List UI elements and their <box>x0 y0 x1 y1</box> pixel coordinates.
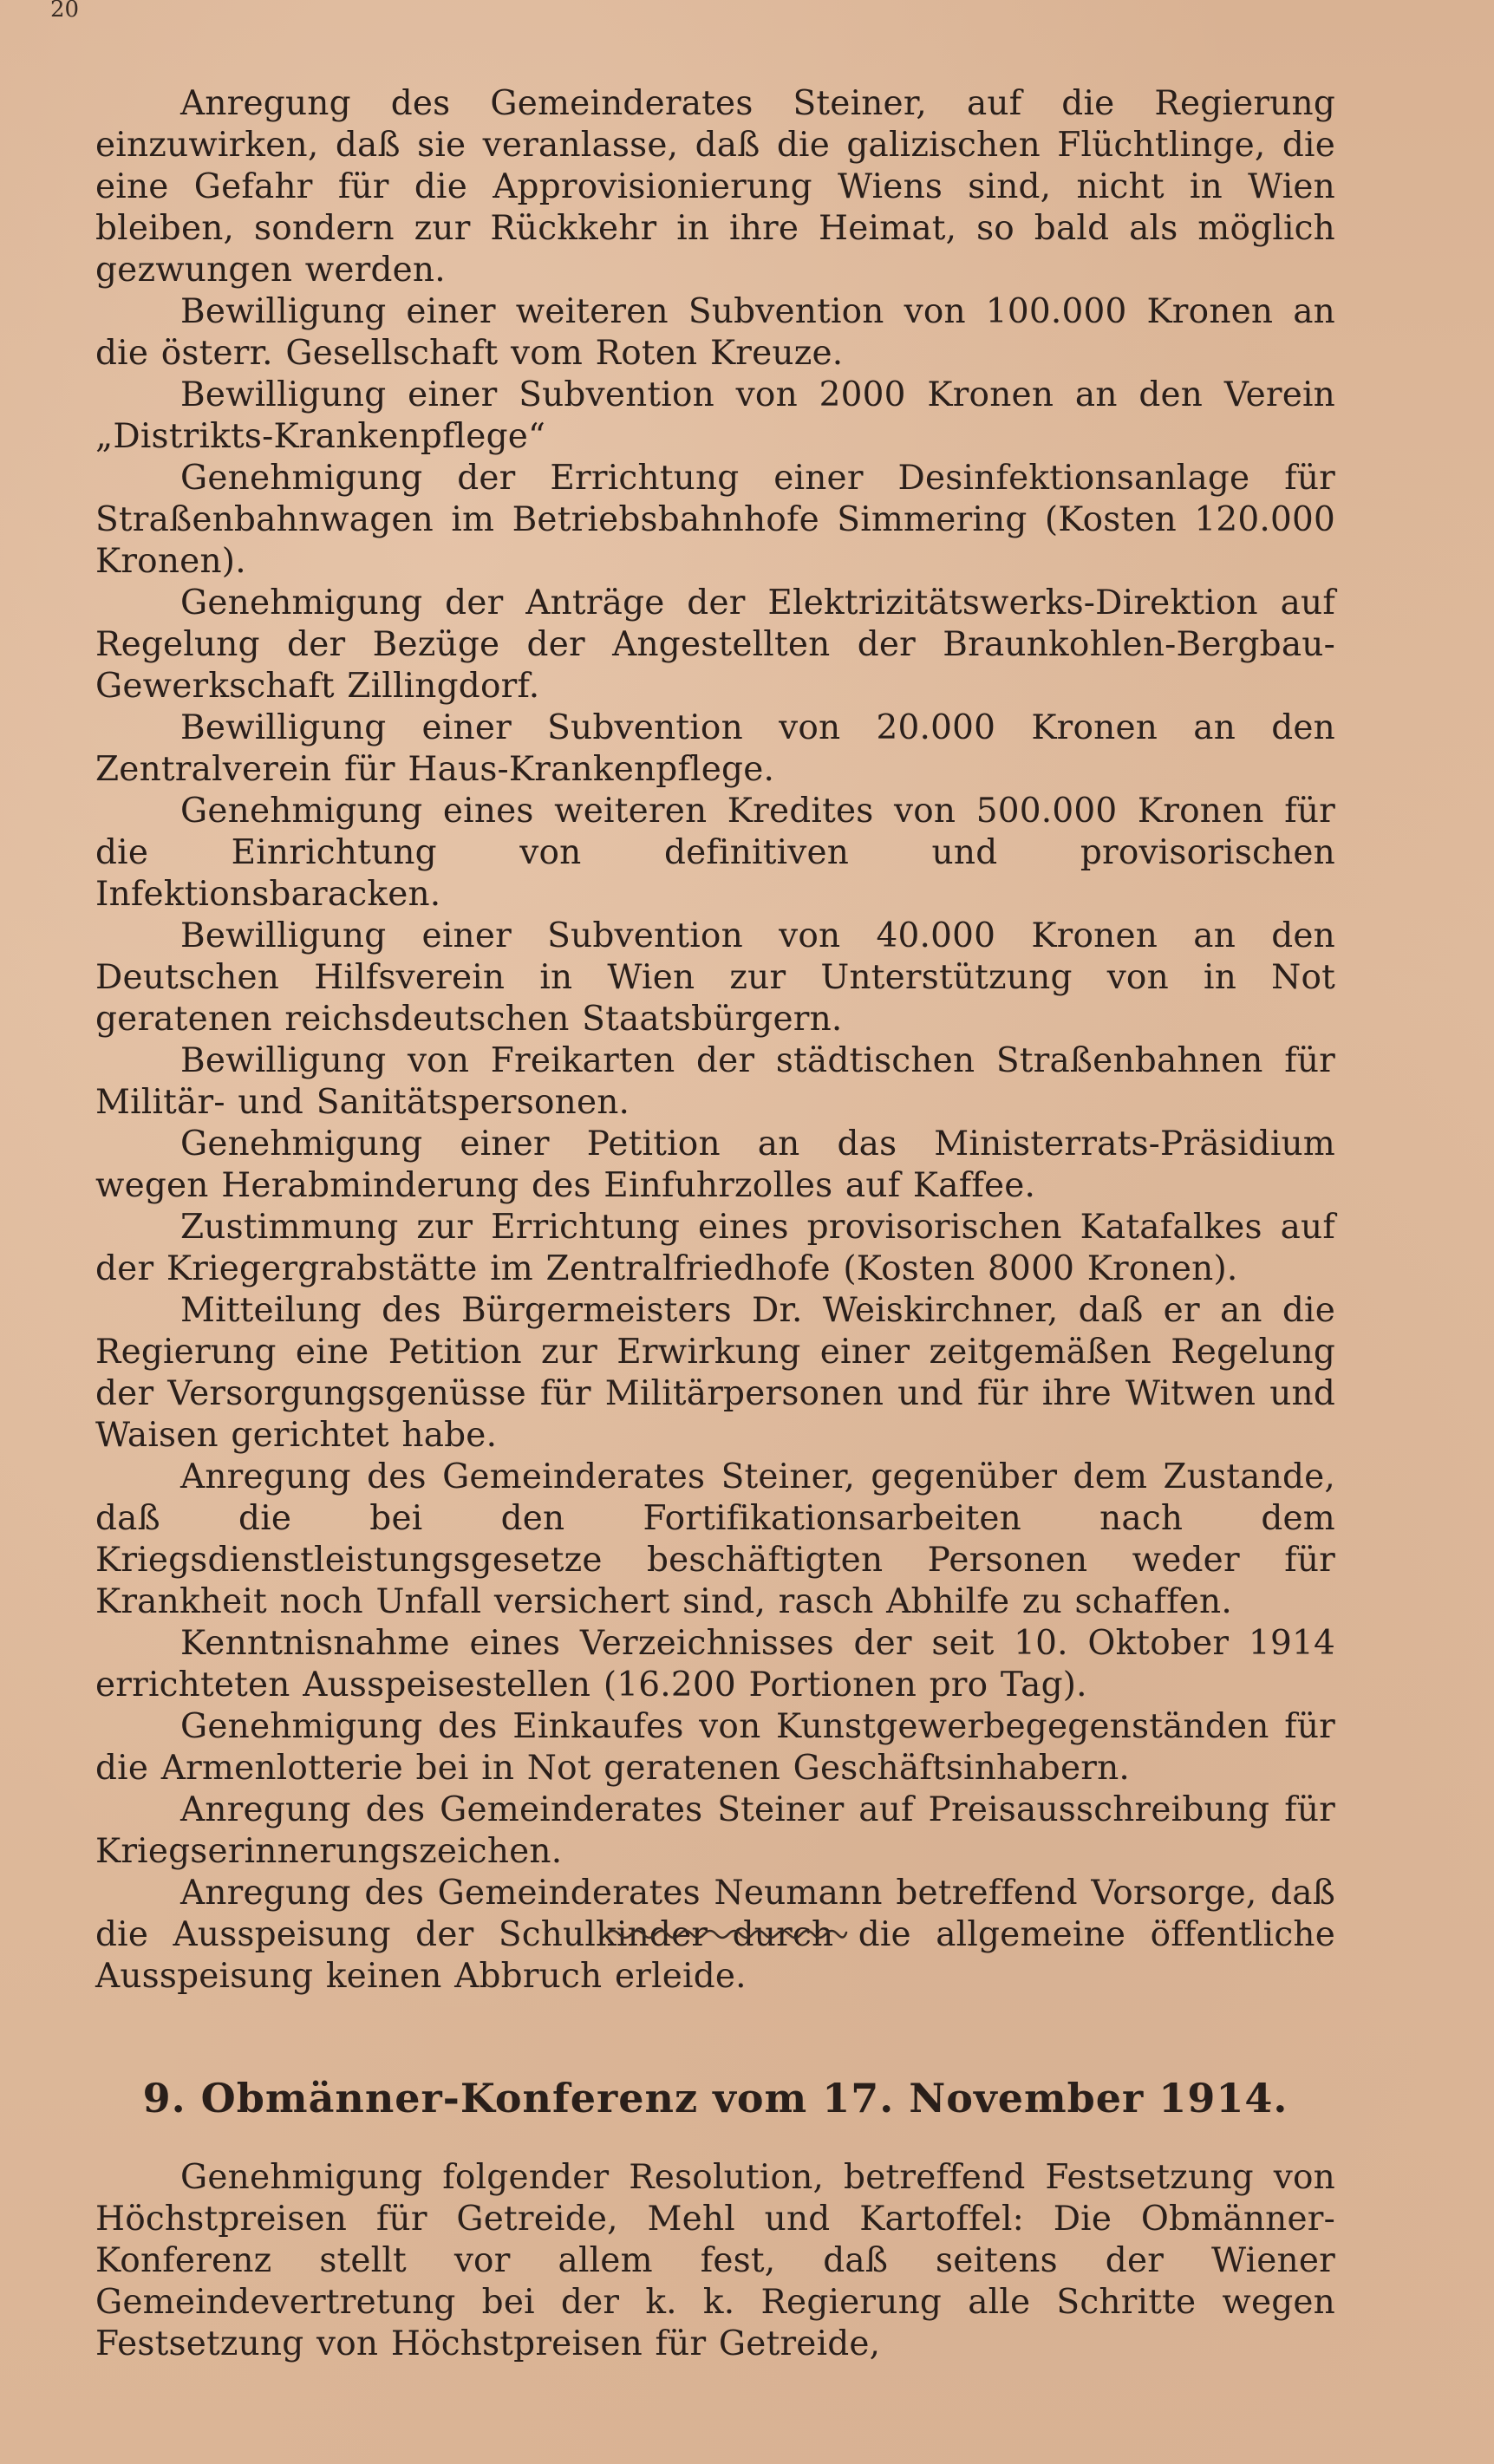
entry-paragraph: Genehmigung folgender Resolution, betreffend Festsetzung von Höchstpreisen für Getreide, Mehl und Kartoffel: Die Obmänner-Konferenz stellt vor allem fest, daß seitens der Wiener Gemeindevertretung bei der k. k. Regierung alle Schritte wegen Festsetzung von Höchstpreisen für Getreide, <box>95 2158 1335 2363</box>
section-divider-ornament <box>605 1920 848 1945</box>
entry-paragraph: Genehmigung des Einkaufes von Kunstgewerbegegenständen für die Armenlotterie bei in Not geratenen Geschäftsinhabern. <box>95 1707 1335 1788</box>
entry-paragraph: Genehmigung der Errichtung einer Desinfektionsanlage für Straßenbahnwagen im Betriebsbahnhofe Simmering (Kosten 120.000 Kronen). <box>95 459 1335 581</box>
lower-entries <box>95 2157 1335 2365</box>
page-number: 20 <box>50 0 80 23</box>
entry-paragraph: Anregung des Gemeinderates Steiner, auf die Regierung einzuwirken, daß sie veranlasse, daß die galizischen Flüchtlinge, die eine Gefahr für die Approvisionierung Wiens sind, nicht in Wien bleiben, sondern zur Rückkehr in ihre Heimat, so bald als möglich gezwungen werden. <box>95 84 1335 290</box>
upper-entries <box>95 83 1335 1998</box>
entry-paragraph: Bewilligung einer Subvention von 40.000 Kronen an den Deutschen Hilfsverein in Wien zur Unterstützung von in Not geratenen reichsdeutschen Staatsbürgern. <box>95 916 1335 1039</box>
entry-paragraph: Bewilligung einer weiteren Subvention von 100.000 Kronen an die österr. Gesellschaft vom Roten Kreuze. <box>95 292 1335 373</box>
entry-paragraph: Bewilligung von Freikarten der städtischen Straßenbahnen für Militär- und Sanitätspersonen. <box>95 1041 1335 1122</box>
section-heading: 9. Obmänner-Konferenz vom 17. November 1914. <box>142 2075 1288 2122</box>
wavy-rule-icon <box>605 1920 848 1945</box>
entry-paragraph: Anregung des Gemeinderates Steiner auf Preisausschreibung für Kriegserinnerungszeichen. <box>95 1790 1335 1871</box>
entry-paragraph: Bewilligung einer Subvention von 2000 Kronen an den Verein „Distrikts-Krankenpflege“ <box>95 375 1335 456</box>
entry-paragraph: Mitteilung des Bürgermeisters Dr. Weiskirchner, daß er an die Regierung eine Petition zur Erwirkung einer zeitgemäßen Regelung der Versorgungsgenüsse für Militärpersonen und für ihre Witwen und Waisen gerichtet habe. <box>95 1291 1335 1455</box>
entry-paragraph: Anregung des Gemeinderates Steiner, gegenüber dem Zustande, daß die bei den Fortifikationsarbeiten nach dem Kriegsdienstleistungsgesetze beschäftigten Personen weder für Krankheit noch Unfall versichert sind, rasch Abhilfe zu schaffen. <box>95 1457 1335 1621</box>
entry-paragraph: Genehmigung der Anträge der Elektrizitätswerks-Direktion auf Regelung der Bezüge der Angestellten der Braunkohlen-Bergbau-Gewerkschaft Zillingdorf. <box>95 583 1335 706</box>
entry-paragraph: Zustimmung zur Errichtung eines provisorischen Katafalkes auf der Kriegergrabstätte im Zentralfriedhofe (Kosten 8000 Kronen). <box>95 1208 1335 1288</box>
entry-paragraph: Anregung des Gemeinderates Neumann betreffend Vorsorge, daß die Ausspeisung der Schulkinder durch die allgemeine öffentliche Ausspeisung keinen Abbruch erleide. <box>95 1874 1335 1996</box>
entry-paragraph: Kenntnisnahme eines Verzeichnisses der seit 10. Oktober 1914 errichteten Ausspeisestellen (16.200 Portionen pro Tag). <box>95 1624 1335 1705</box>
entry-paragraph: Genehmigung eines weiteren Kredites von 500.000 Kronen für die Einrichtung von definitiven und provisorischen Infektionsbaracken. <box>95 792 1335 914</box>
entry-paragraph: Genehmigung einer Petition an das Ministerrats-Präsidium wegen Herabminderung des Einfuhrzolles auf Kaffee. <box>95 1124 1335 1205</box>
entry-paragraph: Bewilligung einer Subvention von 20.000 Kronen an den Zentralverein für Haus-Krankenpflege. <box>95 708 1335 789</box>
